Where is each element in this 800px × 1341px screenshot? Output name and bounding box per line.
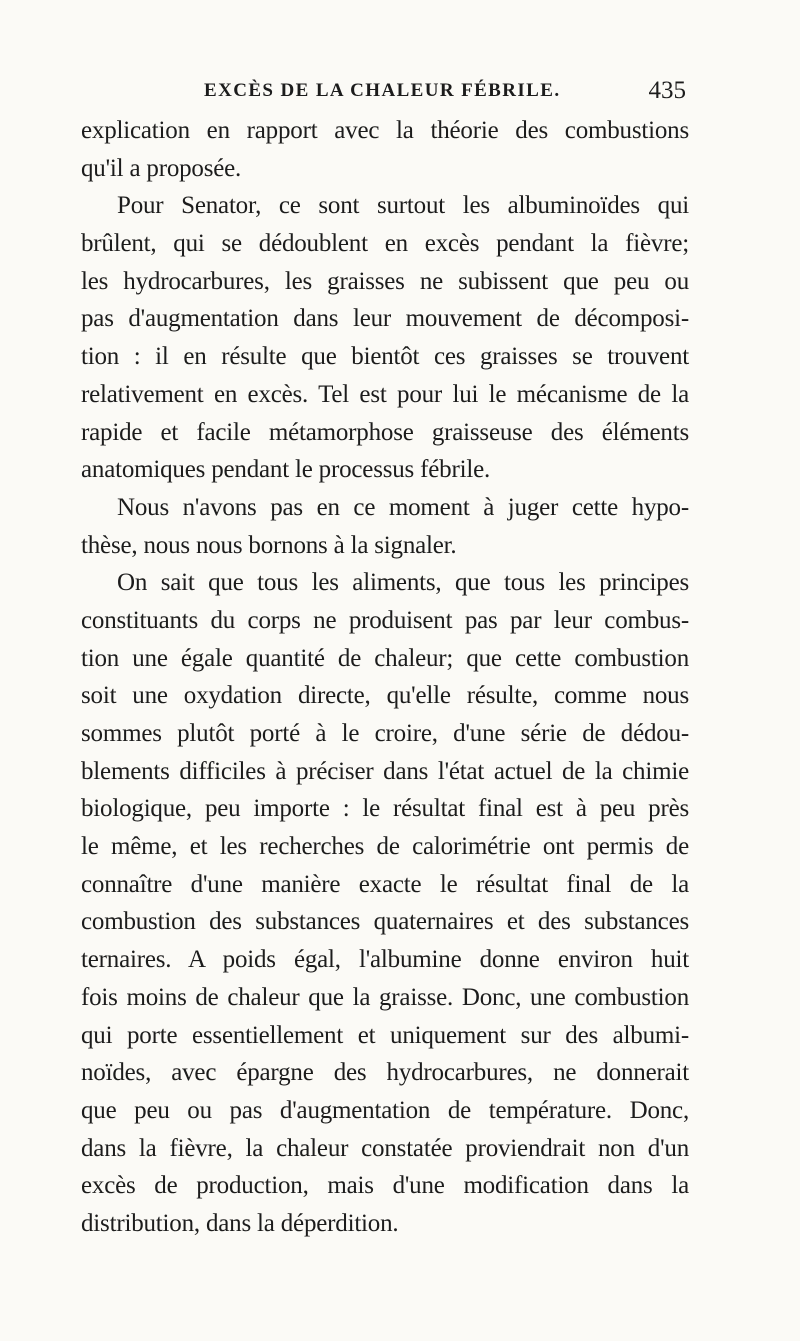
text-line: anatomiques pendant le processus fébrile. [81, 456, 491, 484]
running-title: EXCÈS DE LA CHALEUR FÉBRILE. [204, 80, 561, 101]
text-line: qui porte essentiellement et uniquement sur des albumi- [81, 1021, 689, 1049]
text-line: connaître d'une manière exacte le résultat final de la [81, 870, 689, 898]
text-line: combustion des substances quaternaires et des substances [81, 908, 689, 936]
text-line: qu'il a proposée. [81, 154, 242, 182]
text-line: dans la fièvre, la chaleur constatée proviendrait non d'un [81, 1134, 689, 1162]
text-line: explication en rapport avec la théorie des combustions [81, 117, 689, 144]
page-number: 435 [648, 77, 686, 104]
text-line: les hydrocarbures, les graisses ne subissent que peu ou [81, 267, 689, 295]
text-line: tion une égale quantité de chaleur; que cette combustion [81, 644, 689, 672]
text-line: le même, et les recherches de calorimétrie ont permis de [81, 833, 689, 861]
text-line: fois moins de chaleur que la graisse. Donc, une combustion [81, 983, 689, 1011]
text-line: pas d'augmentation dans leur mouvement de décomposi- [81, 305, 689, 333]
text-line: Nous n'avons pas en ce moment à juger cette hypo- [117, 493, 689, 521]
text-line: On sait que tous les aliments, que tous les principes [117, 569, 689, 597]
text-line: noïdes, avec épargne des hydrocarbures, ne donnerait [81, 1059, 689, 1087]
text-line: excès de production, mais d'une modification dans la [81, 1172, 689, 1200]
text-line: tion : il en résulte que bientôt ces graisses se trouvent [81, 343, 689, 371]
text-line: rapide et facile métamorphose graisseuse des éléments [81, 418, 689, 446]
text-line: thèse, nous nous bornons à la signaler. [81, 531, 457, 559]
body-text [81, 112, 689, 1243]
text-line: sommes plutôt porté à le croire, d'une série de dédou- [81, 720, 689, 747]
text-line: constituants du corps ne produisent pas par leur combus- [81, 606, 689, 634]
text-line: brûlent, qui se dédoublent en excès pendant la fièvre; [81, 230, 689, 258]
text-line: blements difficiles à préciser dans l'état actuel de la chimie [81, 757, 689, 785]
running-head [80, 76, 686, 106]
text-line: ternaires. A poids égal, l'albumine donne environ huit [81, 946, 689, 974]
text-line: que peu ou pas d'augmentation de température. Donc, [81, 1096, 689, 1124]
text-line: distribution, dans la déperdition. [81, 1209, 399, 1237]
text-line: relativement en excès. Tel est pour lui le mécanisme de la [81, 380, 689, 408]
text-line: soit une oxydation directe, qu'elle résulte, comme nous [81, 682, 689, 710]
text-line: Pour Senator, ce sont surtout les albuminoïdes qui [117, 192, 689, 220]
text-line: biologique, peu importe : le résultat final est à peu près [81, 795, 689, 823]
